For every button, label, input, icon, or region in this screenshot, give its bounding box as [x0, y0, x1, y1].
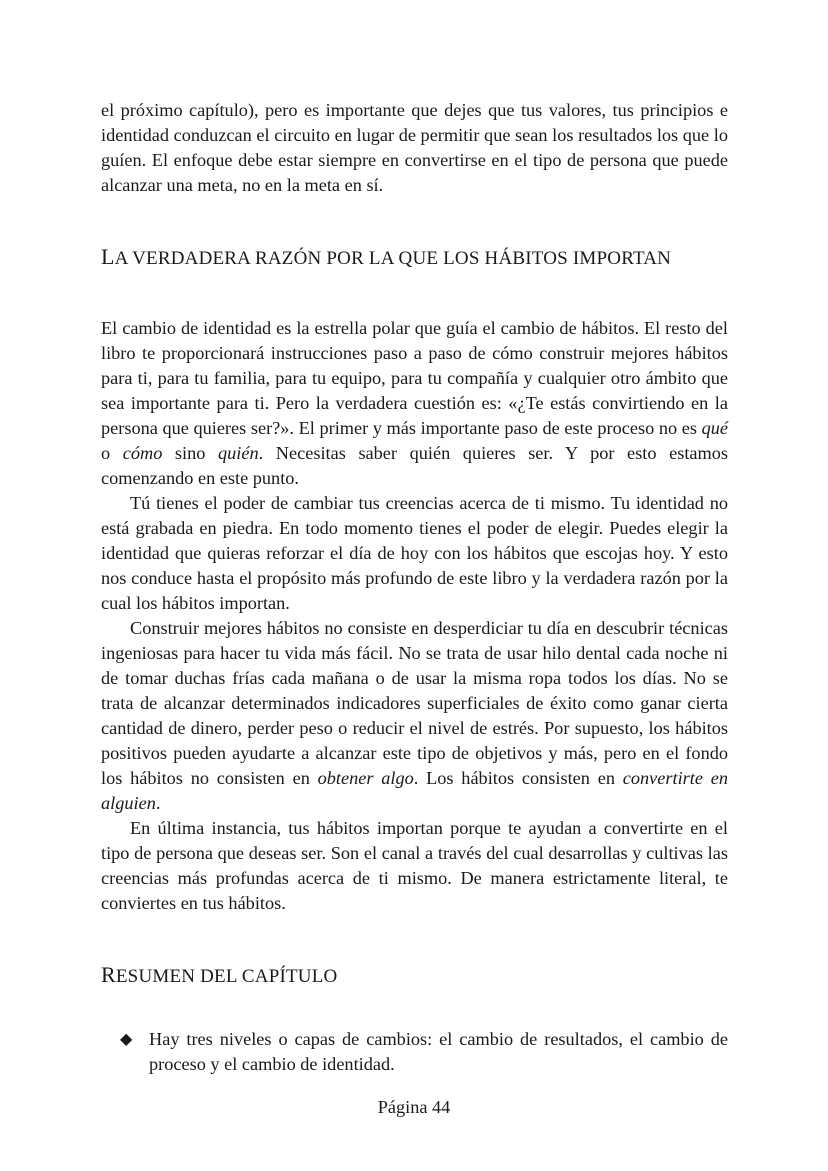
summary-item-text: Hay tres niveles o capas de cambios: el cambio de resultados, el cambio de proceso y el cambio de identidad. — [149, 1029, 728, 1074]
italic-run: qué — [701, 418, 728, 438]
text-run: sino — [162, 443, 219, 463]
section-heading-resumen — [101, 962, 728, 989]
body-paragraph-4: En última instancia, tus hábitos importan porque te ayudan a convertirte en el tipo de persona que deseas ser. Son el canal a través del cual desarrollas y cultivas las creencias más profundas acerca de ti mismo. De manera estrictamente literal, te conviertes en tus hábitos. — [101, 818, 728, 913]
heading-rest: ESUMEN DEL CAPÍTULO — [115, 966, 338, 987]
heading-rest: A VERDADERA RAZÓN POR LA QUE LOS HÁBITOS IMPORTAN — [114, 248, 672, 269]
italic-run: quién — [218, 443, 259, 463]
page-content — [101, 98, 728, 1077]
text-run: Construir mejores hábitos no consiste en desperdiciar tu día en descubrir técnicas ingeniosas para hacer tu vida más fácil. No se trata de usar hilo dental cada noche ni de tomar duchas frías cada mañana o de usar la misma ropa todos los días. No se trata de alcanzar determinados indicadores superficiales de éxito como ganar cierta cantidad de dinero, perder peso o reducir el nivel de estrés. Por supuesto, los hábitos positivos pueden ayudarte a alcanzar este tipo de objetivos y más, pero en el fondo los hábitos no consisten en — [101, 618, 728, 788]
text-run: . — [155, 793, 161, 813]
italic-run: convertirte en alguien — [101, 768, 728, 813]
text-run: o — [101, 443, 123, 463]
text-run: . Los hábitos consisten en — [413, 768, 623, 788]
body-paragraph-3 — [101, 616, 728, 816]
section-heading-verdadera-razon — [101, 244, 728, 271]
italic-run: obtener algo — [317, 768, 414, 788]
summary-list — [101, 1027, 728, 1077]
body-paragraph-2: Tú tienes el poder de cambiar tus creencias acerca de ti mismo. Tu identidad no está grabada en piedra. En todo momento tienes el poder de elegir. Puedes elegir la identidad que quieras reforzar el día de hoy con los hábitos que escojas hoy. Y esto nos conduce hasta el propósito más profundo de este libro y la verdadera razón por la cual los hábitos importan. — [101, 493, 728, 613]
text-run: . Necesitas saber quién quieres ser. Y por esto estamos comenzando en este punto. — [101, 443, 728, 488]
heading-initial: R — [101, 962, 116, 987]
body-paragraph-1 — [101, 316, 728, 491]
summary-list-item — [101, 1027, 728, 1077]
diamond-bullet-icon: ◆ — [120, 1031, 133, 1048]
heading-initial: L — [101, 244, 115, 269]
page-number: Página 44 — [377, 1097, 451, 1117]
intro-paragraph: el próximo capítulo), pero es importante que dejes que tus valores, tus principios e identidad conduzcan el circuito en lugar de permitir que sean los resultados los que lo guíen. El enfoque debe estar siempre en convertirse en el tipo de persona que puede alcanzar una meta, no en la meta en sí. — [101, 100, 728, 195]
text-run: El cambio de identidad es la estrella polar que guía el cambio de hábitos. El resto del libro te proporcionará instrucciones paso a paso de cómo construir mejores hábitos para ti, para tu familia, para tu equipo, para tu compañía y cualquier otro ámbito que sea importante para ti. Pero la verdadera cuestión es: «¿Te estás convirtiendo en la persona que quieres ser?». El primer y más importante paso de este proceso no es — [101, 318, 728, 438]
italic-run: cómo — [122, 443, 163, 463]
